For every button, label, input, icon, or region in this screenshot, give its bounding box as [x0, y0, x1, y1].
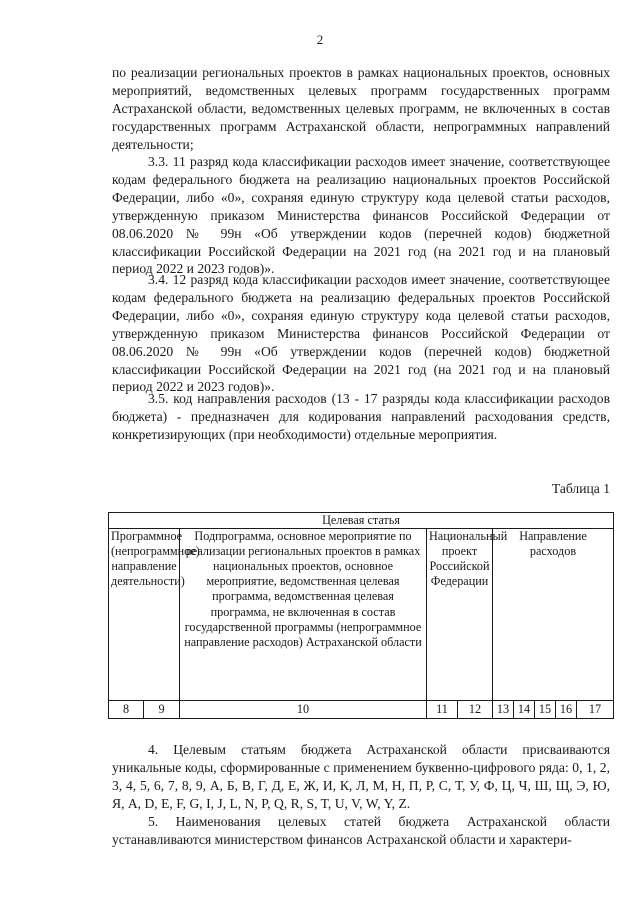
digit-cell: 17 — [577, 701, 614, 719]
digit-cell: 12 — [458, 701, 493, 719]
table-header-main: Целевая статья — [109, 513, 614, 529]
table-header-national-project: Национальный проект Российской Федерации — [427, 529, 493, 701]
paragraph-text: 3.4. 12 разряд кода классификации расходов имеет значение, соответствующее кодам федерального бюджета на реализацию федеральных проектов Российской Федерации, либо «0», сохраняя единую структуру кода целевой статьи расходов, утвержденную приказом Министерства финансов Российской Федерации от 08.06.2020 № 99н «Об утверждении кодов (перечней кодов) бюджетной классификации Российской Федерации на 2021 год (на 2021 год и на плановый период 2022 и 2023 годов)». — [112, 272, 610, 395]
paragraph-3-5 — [112, 390, 610, 444]
digit-cell: 11 — [427, 701, 458, 719]
digit-cell: 16 — [556, 701, 577, 719]
digit-cell: 8 — [109, 701, 144, 719]
paragraph-4 — [112, 741, 610, 813]
table-caption: Таблица 1 — [551, 481, 610, 496]
table-digit-row — [109, 701, 614, 719]
digit-cell: 9 — [144, 701, 180, 719]
paragraph-5 — [112, 813, 610, 849]
paragraph-text: по реализации региональных проектов в рамках национальных проектов, основных мероприятий, ведомственных целевых программ государственных программ Астраханской области, ведомственных целевых программ, не включенных в состав государственных программ Астраханской области, непрограммных направлений деятельности; — [112, 65, 610, 152]
digit-cell: 14 — [514, 701, 535, 719]
paragraph-text: 3.3. 11 разряд кода классификации расходов имеет значение, соответствующее кодам федерального бюджета на реализацию национальных проектов Российской Федерации, либо «0», сохраняя единую структуру кода целевой статьи расходов, утвержденную приказом Министерства финансов Российской Федерации от 08.06.2020 № 99н «Об утверждении кодов (перечней кодов) бюджетной классификации Российской Федерации на 2021 год (на 2021 год и на плановый период 2022 и 2023 годов)». — [112, 154, 610, 277]
paragraph-text: 3.5. код направления расходов (13 - 17 разряды кода классификации расходов бюджета) - предназначен для кодирования направлений расходования средств, конкретизирующих (при необходимости) отдельные мероприятия. — [112, 391, 610, 442]
table-header-program: Программное (непрограммное) направление деятельности) — [109, 529, 180, 701]
digit-cell: 13 — [493, 701, 514, 719]
paragraph-text: 5. Наименования целевых статей бюджета Астраханской области устанавливаются министерством финансов Астраханской области и характери- — [112, 814, 610, 847]
digit-cell: 10 — [180, 701, 427, 719]
paragraph-text: 4. Целевым статьям бюджета Астраханской области присваиваются уникальные коды, сформированные с применением буквенно-цифрового ряда: 0, 1, 2, 3, 4, 5, 6, 7, 8, 9, А, Б, В, Г, Д, Е, Ж, И, К, Л, М, Н, П, Р, С, Т, У, Ф, Ц, Ч, Ш, Щ, Э, Ю, Я, A, D, E, F, G, I, J, L, N, P, Q, R, S, T, U, V, W, Y, Z. — [112, 742, 610, 811]
code-structure-table — [108, 512, 614, 719]
page-number: 2 — [316, 32, 324, 47]
paragraph-3-4 — [112, 271, 610, 396]
paragraph-continuation — [112, 64, 610, 154]
table-header-direction: Направление расходов — [493, 529, 614, 701]
table-header-subprogram: Подпрограмма, основное мероприятие по реализации региональных проектов в рамках национальных проектов, основное мероприятие, ведомственная целевая программа, ведомственная целевая программа, не включенная в состав государственной программы (непрограммное направление расходов) Астраханской области — [180, 529, 427, 701]
paragraph-3-3 — [112, 153, 610, 278]
digit-cell: 15 — [535, 701, 556, 719]
